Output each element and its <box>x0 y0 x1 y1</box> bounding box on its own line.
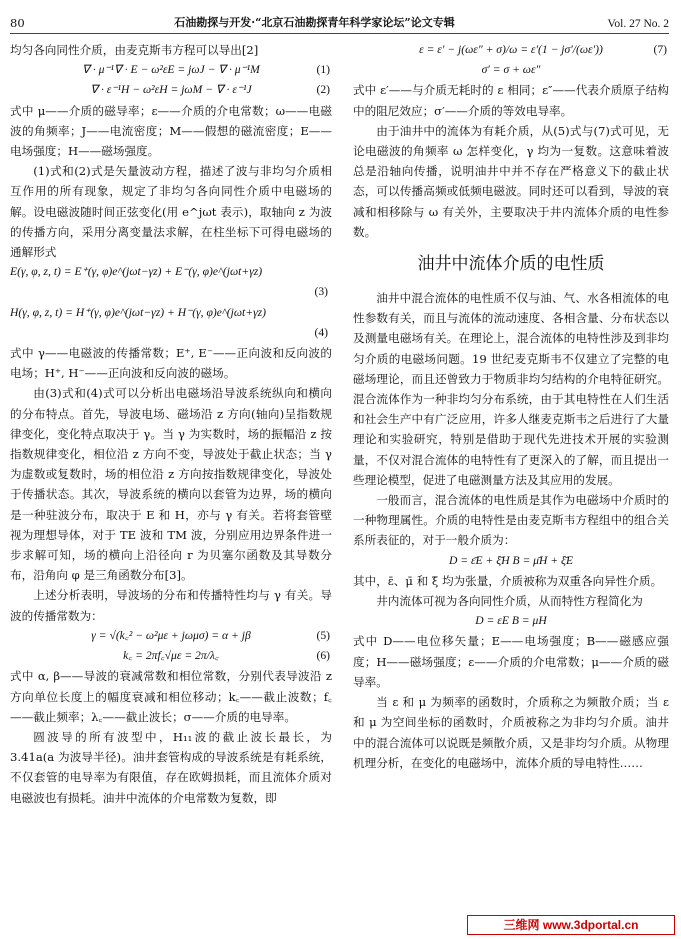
equation-number: (2) <box>316 83 330 97</box>
paragraph: 当 ε 和 μ 为频率的函数时，介质称之为频散介质；当 ε 和 μ 为空间坐标的函数时，介质被称之为非均匀介质。油井中的混合流体可以说既是频散介质，又是非均匀介质。从物理机理分析，在变化的电磁场中，流体介质的导电特性…… <box>353 695 669 770</box>
page-header <box>10 8 669 34</box>
paragraph: 井内流体可视为各向同性介质，从而特性方程简化为 <box>376 594 643 609</box>
right-column <box>353 40 669 773</box>
paragraph: 式中 ε′——与介质无耗时的 ε 相同；ε″——代表介质原子结构中的阻尼效应；σ′——介质的等效电导率。 <box>353 83 669 118</box>
paragraph: 油井中混合流体的电性质不仅与油、气、水各相流体的电性参数有关，而且与流体的流动速度、各相含量、分布状态以及测量电磁场有关。在理论上，混合流体的电特性涉及到非均匀介质的电磁场问题。19 世纪麦克斯韦不仅建立了完整的电磁场理论，而且还曾致力于物质非均匀结构的介电特征研究。混合流体作为一种非均匀分布系统，由于其电特性在人们生活和社会生产中有广泛应用，许多人继麦克斯韦之后进行了大量理论和实验研究，特别是借助于现代先进技术开展的实验测量，不仅对混合流体的电特性有了更深入的了解，而且提出一些理论模型，促进了电磁测量方法及其应用的发展。 <box>353 291 669 487</box>
equation-number: (4) <box>314 325 328 339</box>
paragraph: 一般而言，混合流体的电性质是其作为电磁场中介质时的一种物理属性。介质的电特性是由麦克斯韦方程组中的组合关系所表征的，对于一般介质为： <box>353 493 669 548</box>
equation-7b: σ′ = σ + ωε″ <box>481 63 541 77</box>
volume-issue: Vol. 27 No. 2 <box>607 18 669 30</box>
equation-1: ∇ · μ⁻¹∇ · E − ω²εE = jωJ − ∇ · μ⁻¹M (1) <box>10 60 332 80</box>
equation-9: D = εE B = μH <box>475 614 547 628</box>
paragraph: 式中 α, β——导波的衰减常数和相位常数，分别代表导波沿 z 方向单位长度上的幅度衰减和相位移动；k꜀——截止波数；f꜀——截止频率；λ꜀——截止波长；σ——介质的电导率。 <box>10 669 332 724</box>
journal-title: 石油勘探与开发·“北京石油勘探青年科学家论坛”论文专辑 <box>174 16 455 29</box>
equation-7: ε = ε′ − j(ωε″ + σ)/ω = ε′(1 − jσ′/(ωε′)) (7) <box>353 40 669 60</box>
equation-4: H(γ, φ, z, t) = H⁺(γ, φ)e^(jωt−γz) + H⁻(γ, φ)e^(jωt+γz) <box>10 305 267 319</box>
equation-2: ∇ · ε⁻¹H − ω²εH = jωM − ∇ · ε⁻¹J (2) <box>10 80 332 100</box>
paragraph: 圆波导的所有波型中，H₁₁波的截止波长最长，为 3.41a(a 为波导半径)。油井套管构成的导波系统是有耗系统，不仅套管的电导率为有限值，存在欧姆损耗，而且流体介质对电磁波也有损耗。油井中流体的介电常数为复数，即 <box>10 729 332 805</box>
equation-3: E(γ, φ, z, t) = E⁺(γ, φ)e^(jωt−γz) + E⁻(γ, φ)e^(jωt+γz) <box>10 265 263 279</box>
left-column <box>10 40 332 808</box>
equation-number: (5) <box>316 628 330 642</box>
equation-number: (3) <box>314 285 328 299</box>
equation-number: (1) <box>316 63 330 77</box>
paragraph: 式中 γ——电磁波的传播常数；E⁺, E⁻——正向波和反向波的电场；H⁺, H⁻——正向波和反向波的磁场。 <box>10 346 332 381</box>
watermark: 三维网 www.3dportal.cn <box>467 915 675 935</box>
paragraph: 由(3)式和(4)式可以分析出电磁场沿导波系统纵向和横向的分布特点。首先，导波电场、磁场沿 z 方向(轴向)呈指数规律变化，变化特点取决于 γ。当 γ 为实数时，场的振幅沿 z 按指数规律变化，相位沿 z 方向不变，导波处于截止状态；当 γ 为虚数或复数时，场的相位沿 z 方向按指数规律变化，导波处于传播状态。其次，导波系统的横向以套管为边界，场的横向是一种驻波分布，取决于 E 和 H，亦与 γ 有关。若将套管壁视为理想导体，对于 TE 波和 TM 波，分别应用边界条件进一步求解可知，场的横向上沿径向 r 为贝塞尔函数及其导数分布，沿角向 φ 是三角函数分布[3]。 <box>10 386 332 583</box>
paragraph: 均匀各向同性介质，由麦克斯韦方程可以导出[2] <box>10 43 259 57</box>
section-title: 油井中流体介质的电性质 <box>417 254 605 275</box>
equation-number: (6) <box>316 649 330 663</box>
paragraph: (1)式和(2)式是矢量波动方程，描述了波与非均匀介质相互作用的所有现象，规定了非均匀各向同性介质中电磁场的解。设电磁波随时间正弦变化(用 e^jωt 表示)，取轴向 z 为波的传播方向，采用分离变量法求解，在柱坐标下可得电磁场的通解形式 <box>10 164 332 260</box>
paragraph: 由于油井中的流体为有耗介质，从(5)式与(7)式可见，无论电磁波的角频率 ω 怎样变化，γ 均为一复数。这意味着波总是沿轴向传播，说明油井中并不存在严格意义下的截止状态，可以传播高频或低频电磁波。同时还可以看到，导波的衰减和相移除与 ω 有关外，主要取决于井内流体介质的电性参数。 <box>353 123 669 239</box>
equation-5: γ = √(k꜀² − ω²με + jωμσ) = α + jβ (5) <box>10 626 332 646</box>
page-number: 80 <box>10 16 25 30</box>
paragraph: 上述分析表明，导波场的分布和传播特性均与 γ 有关。导波的传播常数为： <box>10 588 332 623</box>
paragraph: 其中，ε̄、μ̄ 和 ξ̄ 均为张量，介质被称为双重各向异性介质。 <box>353 573 663 588</box>
equation-8: D = ε̄E + ξ̄H B = μ̄H + ξ̄E <box>448 553 574 567</box>
equation-number: (7) <box>653 43 667 56</box>
paragraph: 式中 μ——介质的磁导率；ε——介质的介电常数；ω——电磁波的角频率；J——电流密度；M——假想的磁流密度；E——电场强度；H——磁场强度。 <box>10 103 332 159</box>
paragraph: 式中 D——电位移矢量；E——电场强度；B——磁感应强度；H——磁场强度；ε——介质的介电常数；μ——介质的磁导率。 <box>353 634 669 689</box>
equation-6: k꜀ = 2πf꜀√με = 2π/λ꜀ (6) <box>10 646 332 666</box>
